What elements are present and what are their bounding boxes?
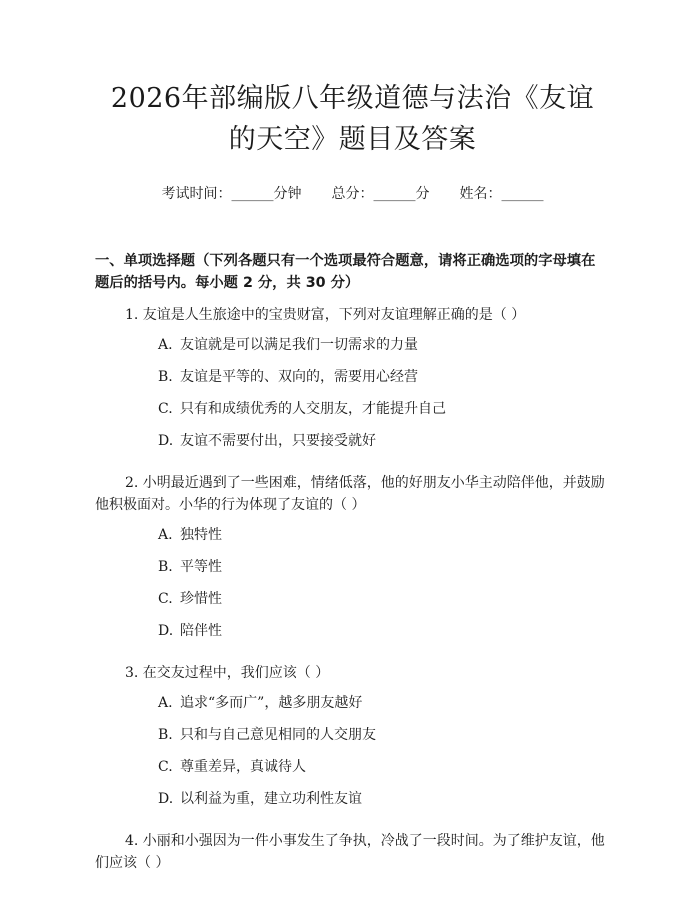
options-list [100,524,605,652]
option-item [158,692,605,724]
option-letter: C. [158,401,173,417]
option-letter: C. [158,591,173,607]
option-item [158,588,605,620]
option-item [158,724,605,756]
section-heading: 一、单项选择题（下列各题只有一个选项最符合题意，请将正确选项的字母填在题后的括号内。每小题 2 分，共 30 分） [95,253,596,291]
question-stem: 2. 小明最近遇到了一些困难，情绪低落，他的好朋友小华主动陪伴他，并鼓励他积极面对。小华的行为体现了友谊的（ ） [95,475,605,513]
option-letter: A. [158,337,173,353]
option-item [158,334,605,366]
option-letter: A. [158,527,173,543]
option-text: 陪伴性 [180,623,222,639]
option-item [158,556,605,588]
option-text: 只有和成绩优秀的人交朋友，才能提升自己 [180,401,446,417]
option-item [158,366,605,398]
option-text: 以利益为重，建立功利性友谊 [180,791,362,807]
option-letter: B. [158,369,173,385]
student-name-field: 姓名：______ [459,186,544,202]
option-text: 友谊是平等的、双向的，需要用心经营 [180,369,418,385]
options-list [100,334,605,462]
options-list [100,692,605,820]
option-letter: D. [158,623,174,639]
option-letter: B. [158,559,173,575]
option-text: 尊重差异，真诚待人 [180,759,306,775]
question-stem: 4. 小丽和小强因为一件小事发生了争执，冷战了一段时间。为了维护友谊，他们应该（ ） [95,833,605,871]
exam-info [100,183,605,203]
option-letter: A. [158,695,173,711]
question-stem: 1. 友谊是人生旅途中的宝贵财富，下列对友谊理解正确的是（ ） [125,307,526,323]
question-stem: 3. 在交友过程中，我们应该（ ） [125,665,330,681]
option-letter: D. [158,791,174,807]
option-item [158,620,605,652]
option-text: 友谊就是可以满足我们一切需求的力量 [180,337,418,353]
exam-time-field: 考试时间：______分钟 [161,186,302,202]
option-item [158,788,605,820]
option-letter: D. [158,433,174,449]
option-item [158,756,605,788]
option-text: 友谊不需要付出，只要接受就好 [180,433,376,449]
option-text: 只和与自己意见相同的人交朋友 [180,727,376,743]
total-score-field: 总分：______分 [331,186,430,202]
option-item [158,430,605,462]
option-letter: C. [158,759,173,775]
option-text: 追求“多而广”，越多朋友越好 [180,695,363,711]
option-letter: B. [158,727,173,743]
document-title: 2026年部编版八年级道德与法治《友谊的天空》题目及答案 [110,83,595,155]
option-item [158,398,605,430]
option-item [158,524,605,556]
option-text: 独特性 [180,527,222,543]
option-text: 平等性 [180,559,222,575]
option-text: 珍惜性 [180,591,222,607]
